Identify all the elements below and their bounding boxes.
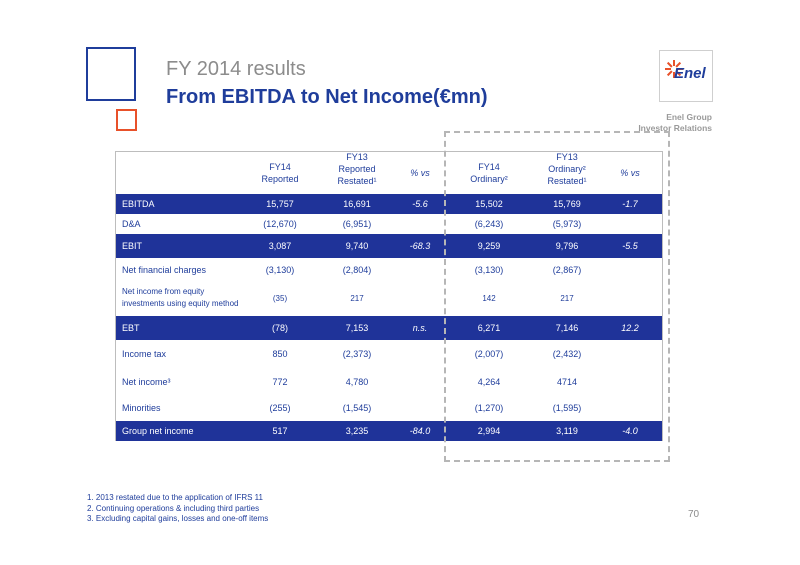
cell-fy13-reported: 3,235	[345, 426, 369, 436]
table-row-net-income	[116, 372, 662, 392]
cell-pct-vs-2: 12.2	[621, 323, 639, 333]
cell-fy13-reported: 217	[350, 293, 364, 303]
table-row-equity-income	[116, 286, 662, 310]
cell-fy13-reported: 16,691	[343, 199, 371, 209]
col-header-line: Restated¹	[337, 176, 377, 186]
row-label-line2: investments using equity method	[122, 299, 239, 308]
cell-fy14-ordinary: 6,271	[477, 323, 501, 333]
col-header-line: % vs	[410, 168, 430, 178]
cell-fy13-reported: (1,545)	[342, 403, 372, 413]
col-header-line: FY13	[346, 152, 368, 162]
col-header-pct-vs-2	[610, 167, 650, 179]
col-header-line: FY13	[556, 152, 578, 162]
cell-fy14-ordinary: (2,007)	[474, 349, 504, 359]
footnote-3: 3. Excluding capital gains, losses and one-off items	[87, 514, 269, 523]
cell-fy13-ordinary: 217	[560, 293, 574, 303]
cell-fy13-ordinary: (2,867)	[552, 265, 582, 275]
cell-pct-vs-1	[400, 286, 440, 310]
footnote-2: 2. Continuing operations & including third parties	[87, 503, 260, 513]
cell-fy13-reported: (6,951)	[342, 219, 372, 229]
decorative-orange-square	[116, 109, 137, 131]
table-row-ebitda	[116, 194, 662, 214]
cell-fy13-reported: (2,373)	[342, 349, 372, 359]
cell-pct-vs-1: -84.0	[409, 426, 431, 436]
cell-pct-vs-1: n.s.	[412, 323, 428, 333]
logo-text: Enel	[674, 65, 706, 82]
row-label: D&A	[122, 219, 141, 229]
table-row-income-tax	[116, 344, 662, 364]
cell-pct-vs-2	[610, 214, 650, 234]
page-number: 70	[688, 509, 700, 520]
col-header-line: FY14	[269, 162, 291, 172]
row-label: EBT	[122, 323, 140, 333]
col-header-line: FY14	[478, 162, 500, 172]
cell-fy14-ordinary: (6,243)	[474, 219, 504, 229]
cell-fy14-ordinary: 4,264	[477, 377, 501, 387]
cell-pct-vs-1: -68.3	[409, 241, 431, 251]
col-header-fy14-reported	[250, 161, 310, 185]
group-label	[638, 112, 712, 134]
cell-fy13-ordinary: 7,146	[555, 323, 579, 333]
slide-subtitle: FY 2014 results	[166, 58, 306, 80]
cell-fy13-reported: (2,804)	[342, 265, 372, 275]
footnote-1: 1. 2013 restated due to the application of IFRS 11	[87, 493, 263, 502]
col-header-line: % vs	[620, 168, 640, 178]
row-label	[122, 286, 239, 310]
row-label: EBIT	[122, 241, 143, 251]
table-row-ebit	[116, 234, 662, 258]
cell-pct-vs-1: -5.6	[412, 199, 428, 209]
cell-fy14-reported: (78)	[271, 323, 288, 333]
row-label: Net financial charges	[122, 265, 207, 275]
cell-fy13-ordinary: (2,432)	[552, 349, 582, 359]
cell-pct-vs-1	[400, 214, 440, 234]
cell-pct-vs-1	[400, 398, 440, 418]
table-row-ebt	[116, 316, 662, 340]
cell-fy14-ordinary: (1,270)	[474, 403, 504, 413]
col-header-line: Reported	[338, 164, 376, 174]
cell-fy14-reported: (255)	[269, 403, 291, 413]
cell-pct-vs-2: -1.7	[622, 199, 638, 209]
cell-fy14-reported: (35)	[272, 293, 288, 303]
cell-pct-vs-2	[610, 398, 650, 418]
decorative-blue-square	[86, 47, 136, 101]
cell-fy14-reported: 772	[272, 377, 288, 387]
row-label: Income tax	[122, 349, 167, 359]
row-label-line1: Net income from equity	[122, 287, 205, 296]
col-header-pct-vs-1	[400, 167, 440, 179]
cell-fy13-reported: 7,153	[345, 323, 369, 333]
cell-fy14-ordinary: 2,994	[477, 426, 501, 436]
cell-fy14-reported: 850	[272, 349, 288, 359]
table-row-group-net-income	[116, 421, 662, 441]
table-row-net-financial-charges	[116, 260, 662, 280]
cell-fy14-ordinary: 9,259	[477, 241, 501, 251]
cell-fy14-reported: 15,757	[266, 199, 294, 209]
cell-fy14-ordinary: 142	[482, 293, 496, 303]
cell-pct-vs-2	[610, 260, 650, 280]
footnotes	[87, 493, 268, 525]
table-row-minorities	[116, 398, 662, 418]
cell-pct-vs-2	[610, 286, 650, 310]
cell-pct-vs-2	[610, 344, 650, 364]
cell-pct-vs-1	[400, 344, 440, 364]
cell-fy13-reported: 4,780	[345, 377, 369, 387]
cell-fy13-ordinary: 4714	[556, 377, 578, 387]
cell-pct-vs-2: -4.0	[622, 426, 638, 436]
cell-fy14-reported: 3,087	[268, 241, 292, 251]
cell-fy13-ordinary: 9,796	[555, 241, 579, 251]
col-header-fy14-ordinary	[459, 161, 519, 185]
col-header-line: Restated¹	[547, 176, 587, 186]
cell-pct-vs-2: -5.5	[622, 241, 638, 251]
cell-fy13-ordinary: (1,595)	[552, 403, 582, 413]
col-header-line: Reported	[261, 174, 299, 184]
slide-title: From EBITDA to Net Income(€mn)	[166, 86, 488, 108]
cell-pct-vs-2	[610, 372, 650, 392]
cell-fy14-reported: (3,130)	[265, 265, 295, 275]
cell-fy13-ordinary: 3,119	[556, 426, 578, 436]
cell-fy14-ordinary: 15,502	[475, 199, 503, 209]
group-label-line2: Investor Relations	[638, 123, 712, 133]
cell-fy14-reported: 517	[272, 426, 288, 436]
cell-fy14-ordinary: (3,130)	[474, 265, 504, 275]
col-header-line: Ordinary²	[470, 174, 508, 184]
cell-fy13-ordinary: (5,973)	[552, 219, 582, 229]
cell-fy14-reported: (12,670)	[263, 219, 297, 229]
cell-fy13-ordinary: 15,769	[553, 199, 581, 209]
cell-pct-vs-1	[400, 372, 440, 392]
row-label: EBITDA	[122, 199, 155, 209]
table-row-da	[116, 214, 662, 234]
cell-pct-vs-1	[400, 260, 440, 280]
group-label-line1: Enel Group	[666, 112, 712, 122]
col-header-line: Ordinary²	[548, 164, 586, 174]
row-label: Minorities	[122, 403, 161, 413]
row-label: Group net income	[122, 426, 194, 436]
row-label: Net income³	[122, 377, 171, 387]
col-header-fy13-reported-restated	[322, 151, 392, 187]
col-header-fy13-ordinary-restated	[532, 151, 602, 187]
cell-fy13-reported: 9,740	[345, 241, 369, 251]
